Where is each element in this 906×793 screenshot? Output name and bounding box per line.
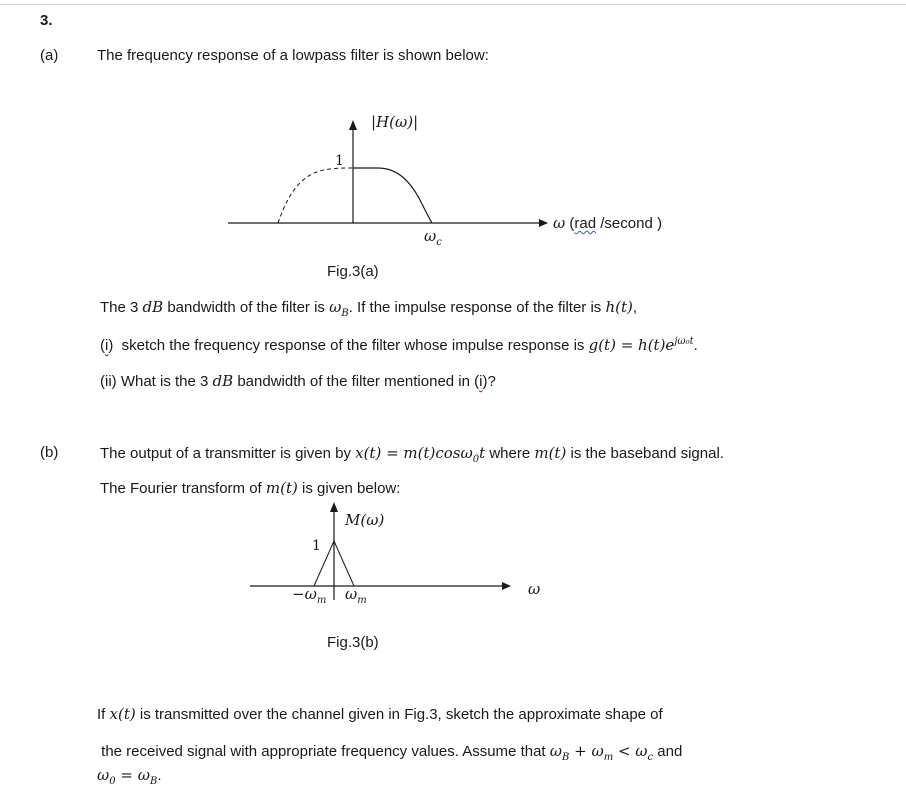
fig3a-solid-curve — [353, 168, 432, 223]
part-b-omega-equation: $\omega_0 = \omega_B$. — [97, 766, 162, 787]
fig3b-y-label: M(ω) — [345, 511, 385, 529]
fig3b-peak-label: 1 — [312, 538, 321, 554]
part-a-intro: The frequency response of a lowpass filter is shown below: — [97, 47, 489, 64]
part-a-label: (a) — [40, 47, 59, 64]
part-b-transmitter-text: The output of a transmitter is given by x(t) = m(t)cosω$_0$t where m(t) is the baseband signal. — [100, 444, 724, 465]
fig3a-caption: Fig.3(a) — [327, 263, 379, 280]
fig3a-x-arrowhead — [539, 219, 548, 227]
fig3b-x-arrowhead — [502, 582, 511, 590]
fig3a-peak-label: 1 — [335, 153, 344, 169]
question-number: 3. — [40, 12, 53, 29]
part-b-question-text: If x(t) is transmitted over the channel given in Fig.3, sketch the approximate shape of — [97, 705, 663, 723]
part-a-item-ii: (ii) What is the 3 dB bandwidth of the filter mentioned in (i)? — [100, 372, 496, 390]
fig3b-y-arrowhead — [330, 502, 338, 512]
part-a-item-i: (i) sketch the frequency response of the filter whose impulse response is $g(t) = h(t)e^{j\omega_0t}$. — [100, 336, 698, 354]
part-b-fourier-text: The Fourier transform of m(t) is given below: — [100, 479, 401, 497]
part-b-assumption-text: the received signal with appropriate frequency values. Assume that $\omega_B + \omega_m < \omega_c$ and — [97, 742, 683, 763]
fig3b-caption: Fig.3(b) — [327, 634, 379, 651]
fig3a-cutoff-label: $\omega_c$ — [424, 227, 442, 248]
fig3a-x-axis-label: ω (rad /second ) — [553, 214, 662, 232]
part-b-label: (b) — [40, 444, 59, 461]
fig3a-y-arrowhead — [349, 120, 357, 130]
part-a-bandwidth-text: The 3 dB bandwidth of the filter is $\omega_B$. If the impulse response of the filter is h(t), — [100, 298, 638, 319]
fig3a-dashed-curve — [278, 168, 353, 223]
fig3a-y-label: |H(ω)| — [371, 113, 419, 131]
fig3b-x-axis-label: ω — [528, 580, 541, 598]
fig3b-neg-label: $-\omega_m$ — [292, 585, 327, 606]
fig3b-pos-label: $\omega_m$ — [345, 585, 367, 606]
